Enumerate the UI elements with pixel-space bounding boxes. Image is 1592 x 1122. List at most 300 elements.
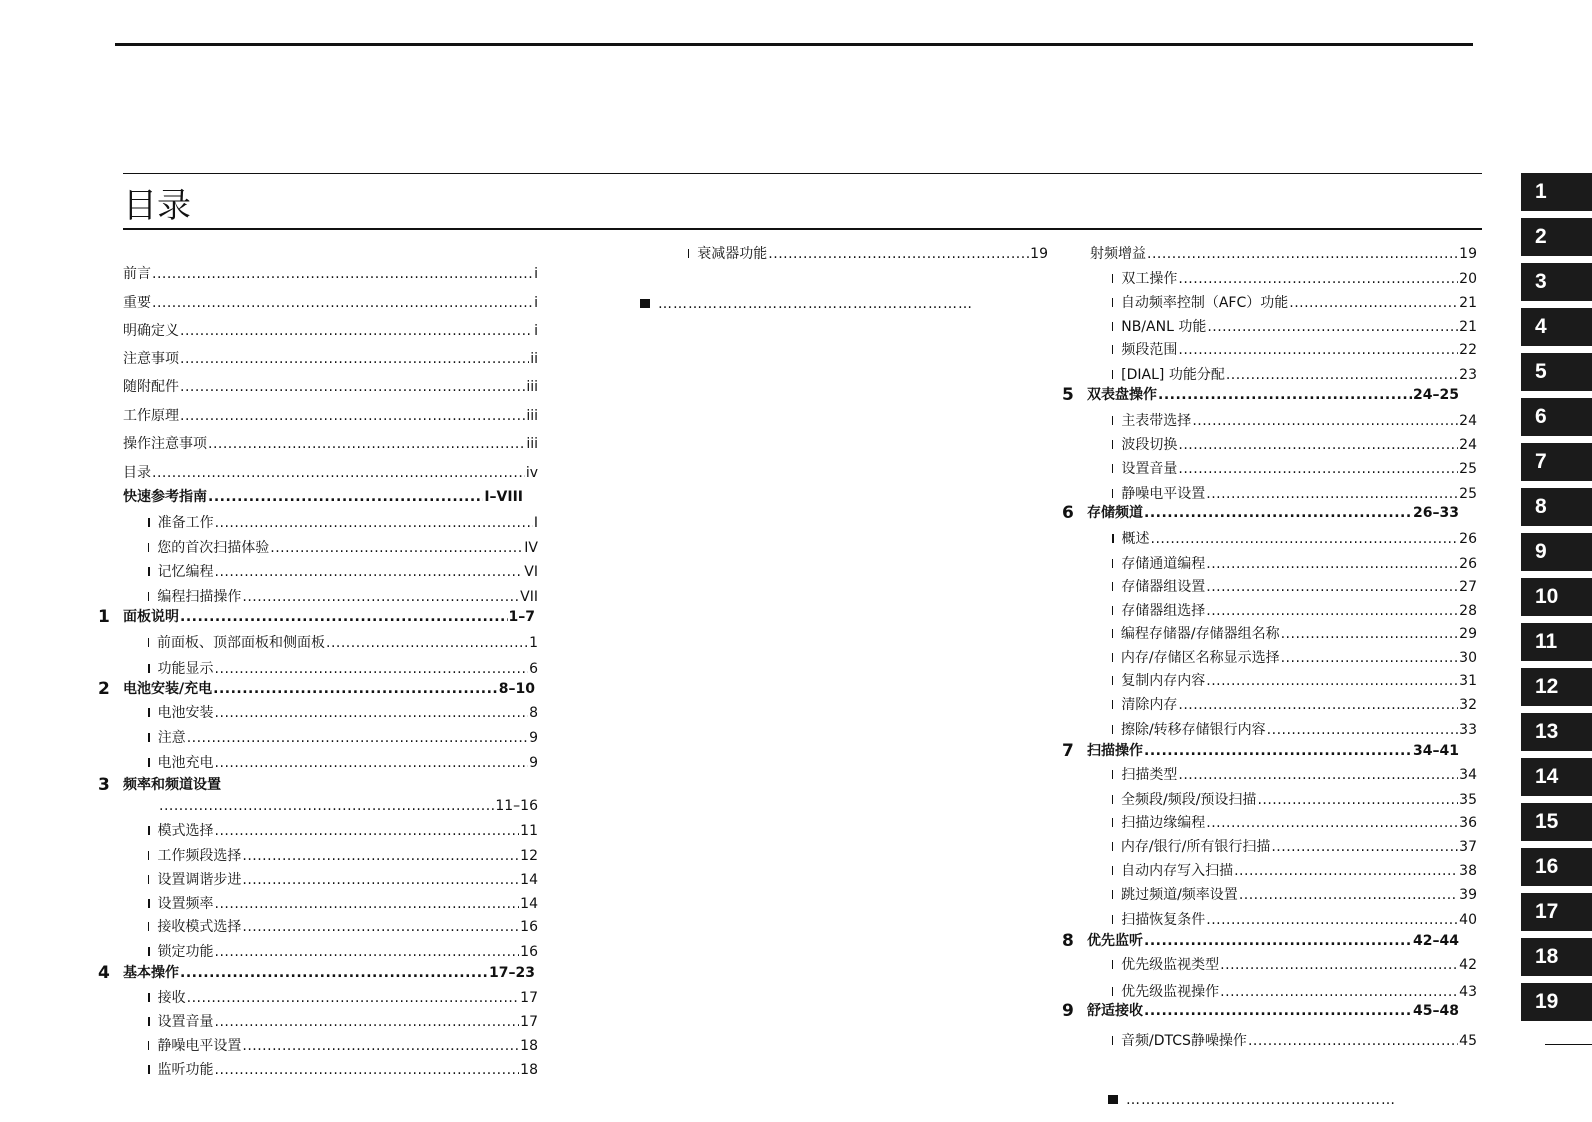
dot-leader: [242, 1035, 519, 1057]
dot-leader: [270, 537, 523, 559]
toc-entry-line: [1112, 694, 1477, 716]
dot-leader: [1267, 719, 1459, 741]
toc-entry[interactable]: [1112, 670, 1477, 692]
toc-section[interactable]: [1062, 1000, 1459, 1022]
bullet-square-icon: [148, 947, 150, 956]
bullet-square-icon: [1112, 842, 1113, 851]
toc-entry-label: 电池安装/充电: [123, 681, 213, 697]
bullet-square-icon: [1112, 915, 1113, 924]
toc-entry[interactable]: [1112, 600, 1477, 622]
toc-entry[interactable]: [123, 376, 538, 398]
toc-entry-line: [123, 433, 538, 455]
bullet-square-icon: [148, 851, 149, 860]
toc-page-number: 42: [1459, 957, 1477, 973]
dot-leader: [215, 941, 520, 963]
toc-section[interactable]: [98, 606, 535, 628]
top-rule: [115, 43, 1473, 46]
bullet-square-icon: [1112, 818, 1113, 827]
bullet-square-icon: [148, 518, 150, 527]
toc-page-number: 17: [520, 990, 538, 1006]
toc-entry-line: [148, 1059, 538, 1081]
toc-page-number: 31: [1459, 673, 1477, 689]
toc-entry[interactable]: [148, 658, 538, 680]
dot-leader: [180, 376, 525, 398]
toc-entry-label: 设置调谐步进: [157, 872, 242, 888]
toc-entry-line: [158, 795, 538, 817]
toc-entry-label: 清除内存: [1121, 697, 1178, 713]
bullet-square-icon: [1112, 559, 1113, 568]
toc-entry[interactable]: [1112, 812, 1477, 834]
toc-page-number: 11: [520, 823, 538, 839]
chapter-tab-1[interactable]: 1: [1521, 173, 1592, 211]
toc-page-number: 19: [1459, 246, 1477, 262]
toc-page-number: 17–23: [489, 965, 535, 981]
bullet-square-icon: [1112, 298, 1113, 307]
toc-entry-line: [1112, 600, 1477, 622]
toc-entry-line: [1112, 292, 1477, 314]
toc-page-number: 8: [529, 705, 538, 721]
toc-entry[interactable]: [1112, 789, 1477, 811]
toc-page-number: I: [533, 515, 538, 531]
dot-leader: [242, 869, 519, 891]
toc-entry[interactable]: [1112, 434, 1477, 456]
toc-entry[interactable]: [1112, 623, 1477, 645]
bullet-square-icon: [1112, 322, 1113, 331]
toc-entry-line: [1087, 502, 1459, 524]
bullet-square-icon: [1112, 700, 1113, 709]
toc-section[interactable]: [98, 962, 535, 984]
dot-leader: [1281, 623, 1459, 645]
bullet-square-icon: [1112, 370, 1113, 379]
bullet-square-icon: [1112, 770, 1113, 779]
toc-page-number: iv: [525, 465, 538, 481]
toc-entry[interactable]: [123, 405, 538, 427]
bullet-square-icon: [1112, 440, 1113, 449]
toc-entry[interactable]: [148, 537, 538, 559]
toc-page-number: VI: [524, 564, 538, 580]
toc-entry-label: 注意事项: [123, 351, 179, 367]
dot-leader: [152, 292, 533, 314]
dot-leader: [215, 893, 520, 915]
dot-leader: [1144, 930, 1412, 952]
toc-section[interactable]: [1062, 740, 1459, 762]
bullet-square-icon: [148, 1041, 149, 1050]
toc-entry-line: [148, 845, 538, 867]
dot-leader: [1207, 316, 1458, 338]
bullet-square-icon: [148, 664, 150, 673]
toc-entry-label: 目录: [123, 465, 151, 481]
toc-entry-label: 自动频率控制（AFC）功能: [1120, 295, 1289, 311]
toc-entry[interactable]: [123, 433, 538, 455]
toc-entry-line: [1112, 364, 1477, 386]
toc-entry[interactable]: [1112, 268, 1477, 290]
toc-entry[interactable]: [148, 820, 538, 842]
toc-page-number: 35: [1459, 792, 1477, 808]
toc-entry[interactable]: [148, 916, 538, 938]
toc-entry-line: [688, 243, 1048, 265]
dot-leader: [213, 678, 498, 700]
toc-entry-label: NB/ANL 功能: [1121, 319, 1207, 335]
toc-entry-label: 内存/存储区名称显示选择: [1120, 650, 1280, 666]
dot-leader: [1206, 909, 1458, 931]
dot-leader: [1178, 434, 1458, 456]
toc-entry-line: [123, 774, 535, 796]
toc-page-number: 14: [520, 896, 538, 912]
toc-entry-line: [148, 727, 538, 749]
bullet-square-icon: [148, 758, 150, 767]
toc-page-number: VII: [520, 589, 538, 605]
bullet-square-icon: [1112, 960, 1113, 969]
toc-entry-label: 基本操作: [123, 965, 179, 981]
toc-entry[interactable]: [1112, 410, 1477, 432]
toc-entry-label: 跳过频道/频率设置: [1121, 887, 1238, 903]
chapter-tab-13[interactable]: 13: [1521, 713, 1592, 751]
bullet-square-icon: [1112, 534, 1114, 543]
bullet-square-icon: [148, 993, 150, 1002]
toc-entry-line: [1112, 1030, 1477, 1052]
toc-page-number: 1–7: [508, 609, 535, 625]
dot-leader: [208, 486, 483, 508]
toc-entry-label: 主表带选择: [1121, 413, 1192, 429]
toc-entry-label: 监听功能: [157, 1062, 214, 1078]
toc-entry-label: 编程扫描操作: [157, 589, 242, 605]
dot-leader: [215, 702, 529, 724]
bullet-square-icon: [640, 299, 650, 308]
bullet-square-icon: [148, 638, 149, 647]
toc-entry[interactable]: [148, 987, 538, 1009]
dot-leader: [1144, 740, 1412, 762]
chapter-tab-14[interactable]: 14: [1521, 758, 1592, 796]
bullet-square-icon: [1112, 866, 1113, 875]
toc-entry[interactable]: [1112, 553, 1477, 575]
bullet-square-icon: [148, 592, 149, 601]
toc-entry-label: 操作注意事项: [123, 436, 207, 452]
toc-entry-line: [123, 606, 535, 628]
dot-leader: [242, 845, 519, 867]
toc-entry[interactable]: [158, 795, 538, 817]
dot-leader: [1220, 954, 1458, 976]
toc-page-number: 20: [1459, 271, 1477, 287]
toc-entry-label: 静噪电平设置: [157, 1038, 242, 1054]
toc-entry-label: 功能显示: [157, 661, 214, 677]
toc-entry[interactable]: [148, 845, 538, 867]
toc-entry-label: 衰减器功能: [697, 246, 768, 262]
toc-entry[interactable]: [1112, 576, 1477, 598]
chapter-number: 1: [98, 607, 110, 627]
toc-page-number: iii: [526, 408, 538, 424]
chapter-tab-5[interactable]: 5: [1521, 353, 1592, 391]
toc-entry-label: 射频增益: [1090, 246, 1146, 262]
bullet-square-icon: [1112, 653, 1113, 662]
dot-leader: [187, 987, 520, 1009]
toc-entry-line: [148, 869, 538, 891]
toc-entry-line: [1112, 789, 1477, 811]
page-title: 目录: [123, 186, 191, 226]
toc-entry[interactable]: [1112, 909, 1477, 931]
toc-entry-line: [1112, 909, 1477, 931]
toc-entry[interactable]: [148, 586, 538, 608]
bullet-square-icon: [688, 249, 689, 258]
toc-page-number: 6: [529, 661, 538, 677]
chapter-tab-16[interactable]: 16: [1521, 848, 1592, 886]
chapter-tab-12[interactable]: 12: [1521, 668, 1592, 706]
toc-entry-line: [1087, 384, 1459, 406]
toc-page-number: 8–10: [498, 681, 535, 697]
bullet-square-icon: [148, 708, 150, 717]
toc-entry[interactable]: [1112, 694, 1477, 716]
toc-page-number: 28: [1459, 603, 1477, 619]
dot-leader: [1144, 1000, 1412, 1022]
toc-page-number: 29: [1459, 626, 1477, 642]
dot-leader: [1226, 364, 1458, 386]
toc-entry-line: [148, 561, 538, 583]
toc-entry-line: [1112, 553, 1477, 575]
bullet-square-icon: [148, 922, 149, 931]
toc-page-number: 21: [1459, 319, 1477, 335]
toc-page-number: 1: [529, 635, 538, 651]
toc-entry[interactable]: [1112, 292, 1477, 314]
dot-leader: [215, 561, 524, 583]
toc-entry[interactable]: [1112, 836, 1477, 858]
bullet-square-icon: [1112, 725, 1113, 734]
chapter-tab-7[interactable]: 7: [1521, 443, 1592, 481]
dot-leader: [1271, 836, 1458, 858]
chapter-tab-6[interactable]: 6: [1521, 398, 1592, 436]
dot-leader: [242, 916, 519, 938]
toc-entry[interactable]: [148, 632, 538, 654]
toc-page-number: 22: [1459, 342, 1477, 358]
toc-entry-line: [148, 752, 538, 774]
toc-entry-label: 存储频道: [1087, 505, 1143, 521]
bullet-square-icon: [1112, 464, 1113, 473]
toc-page-number: 26: [1459, 556, 1477, 572]
toc-entry-line: [1112, 528, 1477, 550]
toc-entry-line: [1112, 458, 1477, 480]
toc-entry-line: [123, 462, 538, 484]
toc-entry-label: 优先监听: [1087, 933, 1143, 949]
toc-entry-line: [148, 586, 538, 608]
toc-entry-label: 存储器组选择: [1121, 603, 1206, 619]
toc-entry[interactable]: [1112, 1030, 1477, 1052]
toc-entry-label: 设置音量: [157, 1014, 214, 1030]
dot-leader: [1144, 502, 1412, 524]
toc-entry[interactable]: [123, 292, 538, 314]
dot-leader: [1178, 764, 1458, 786]
toc-entry-label: 静噪电平设置: [1121, 486, 1206, 502]
toc-entry-line: [1112, 670, 1477, 692]
toc-entry-label: 工作频段选择: [157, 848, 242, 864]
chapter-number: 2: [98, 679, 110, 699]
dot-leader: [1281, 647, 1459, 669]
toc-entry-label: 舒适接收: [1087, 1003, 1143, 1019]
bullet-square-icon: [1112, 890, 1113, 899]
bullet-square-icon: [148, 826, 150, 835]
dot-leader: [159, 795, 494, 817]
bullet-square-icon: [148, 733, 150, 742]
chapter-tab-15[interactable]: 15: [1521, 803, 1592, 841]
toc-entry[interactable]: [148, 893, 538, 915]
toc-page-number: 42–44: [1413, 933, 1459, 949]
toc-section[interactable]: [1062, 384, 1459, 406]
dot-leader: [215, 512, 533, 534]
dot-leader: [180, 962, 488, 984]
toc-entry-label: 明确定义: [123, 323, 179, 339]
toc-entry-label: 准备工作: [157, 515, 214, 531]
toc-entry-line: [148, 537, 538, 559]
toc-entry-line: [1112, 339, 1477, 361]
dot-leader: [1206, 600, 1458, 622]
toc-entry-label: 音频/DTCS静噪操作: [1121, 1033, 1247, 1049]
dot-leader: [1178, 339, 1458, 361]
chapter-tab-10[interactable]: 10: [1521, 578, 1592, 616]
toc-entry[interactable]: [123, 348, 538, 370]
chapter-number: 9: [1062, 1001, 1074, 1021]
dot-leader: [1178, 458, 1458, 480]
chapter-number: 3: [98, 775, 110, 795]
toc-entry[interactable]: [123, 320, 538, 342]
toc-entry-label: 优先级监视操作: [1121, 984, 1220, 1000]
toc-entry-label: 重要: [123, 295, 151, 311]
toc-section[interactable]: [123, 486, 523, 508]
toc-entry[interactable]: [1112, 458, 1477, 480]
chapter-tab-11[interactable]: 11: [1521, 623, 1592, 661]
toc-page-number: 21: [1459, 295, 1477, 311]
toc-entry[interactable]: [148, 702, 538, 724]
toc-entry-line: [1112, 884, 1477, 906]
toc-entry[interactable]: [148, 941, 538, 963]
toc-entry-label: 全频段/频段/预设扫描: [1121, 792, 1257, 808]
chapter-tab-19[interactable]: 19: [1521, 983, 1592, 1021]
toc-entry-line: [123, 486, 523, 508]
toc-entry-label: 复制内存内容: [1121, 673, 1206, 689]
toc-entry[interactable]: [1112, 364, 1477, 386]
bullet-square-icon: [1112, 345, 1113, 354]
toc-entry-label: 前言: [123, 266, 151, 282]
toc-entry[interactable]: [1112, 764, 1477, 786]
toc-entry-label: 存储器组设置: [1121, 579, 1206, 595]
toc-entry[interactable]: [148, 727, 538, 749]
dot-leader: [1147, 243, 1458, 265]
toc-entry-label: 双表盘操作: [1087, 387, 1157, 403]
toc-entry[interactable]: [123, 263, 538, 285]
toc-page-number: 26: [1459, 531, 1477, 547]
toc-entry[interactable]: [148, 1059, 538, 1081]
toc-page-number: 34: [1459, 767, 1477, 783]
toc-entry[interactable]: [148, 869, 538, 891]
toc-entry[interactable]: [148, 752, 538, 774]
chapter-tab-9[interactable]: 9: [1521, 533, 1592, 571]
toc-entry-label: 擦除/转移存储银行内容: [1120, 722, 1266, 738]
toc-entry-label: 内存/银行/所有银行扫描: [1120, 839, 1271, 855]
bullet-square-icon: [148, 543, 149, 552]
title-rule: [123, 228, 1482, 230]
toc-entry-label: 设置音量: [1121, 461, 1178, 477]
toc-section[interactable]: [98, 774, 535, 796]
toc-page-number: 26–33: [1413, 505, 1459, 521]
toc-entry-line: [1087, 1000, 1459, 1022]
toc-entry[interactable]: [1112, 316, 1477, 338]
toc-entry[interactable]: [1112, 954, 1477, 976]
toc-entry-line: [148, 916, 538, 938]
chapter-tab-17[interactable]: 17: [1521, 893, 1592, 931]
chapter-number: 4: [98, 963, 110, 983]
bullet-square-icon: [1108, 1095, 1118, 1104]
toc-page-number: 9: [529, 755, 538, 771]
chapter-tab-8[interactable]: 8: [1521, 488, 1592, 526]
toc-entry-line: [123, 320, 538, 342]
toc-entry-label: 接收模式选择: [157, 919, 242, 935]
toc-entry[interactable]: [1112, 339, 1477, 361]
toc-entry[interactable]: [148, 1011, 538, 1033]
toc-entry-label: 设置频率: [157, 896, 214, 912]
toc-entry[interactable]: [148, 1035, 538, 1057]
toc-entry[interactable]: [1112, 860, 1477, 882]
dot-leader: [1178, 694, 1458, 716]
toc-page-number: 19: [1030, 246, 1048, 262]
toc-entry-line: [1112, 434, 1477, 456]
toc-entry-line: [1087, 740, 1459, 762]
toc-entry-label: [DIAL] 功能分配: [1121, 367, 1225, 383]
toc-section[interactable]: [98, 678, 535, 700]
toc-entry-line: [123, 405, 538, 427]
stray-dot-leader: ………………………………………………: [1108, 1092, 1396, 1108]
toc-page-number: iii: [526, 436, 538, 452]
toc-entry[interactable]: [688, 243, 1048, 265]
chapter-tab-4[interactable]: 4: [1521, 308, 1592, 346]
bullet-square-icon: [1112, 274, 1113, 283]
chapter-number: 7: [1062, 741, 1074, 761]
toc-section[interactable]: [1062, 930, 1459, 952]
chapter-tab-2[interactable]: 2: [1521, 218, 1592, 256]
toc-page-number: 14: [520, 872, 538, 888]
toc-page-number: 17: [520, 1014, 538, 1030]
dot-leader: [215, 752, 529, 774]
toc-entry[interactable]: [148, 512, 538, 534]
toc-section[interactable]: [1062, 502, 1459, 524]
toc-page-number: 45–48: [1413, 1003, 1459, 1019]
toc-entry-line: [1112, 647, 1477, 669]
toc-entry[interactable]: [123, 462, 538, 484]
toc-entry-line: [148, 941, 538, 963]
toc-page-number: 25: [1459, 486, 1477, 502]
toc-entry[interactable]: [1112, 528, 1477, 550]
toc-page-number: 24: [1459, 413, 1477, 429]
toc-entry-label: 扫描恢复条件: [1121, 912, 1206, 928]
toc-entry[interactable]: [148, 561, 538, 583]
toc-entry[interactable]: [1090, 243, 1477, 265]
toc-page-number: 24: [1459, 437, 1477, 453]
toc-entry-label: 波段切换: [1121, 437, 1178, 453]
dot-leader: [187, 727, 528, 749]
toc-entry[interactable]: [1112, 719, 1477, 741]
chapter-tab-18[interactable]: 18: [1521, 938, 1592, 976]
toc-entry[interactable]: [1112, 647, 1477, 669]
toc-page-number: 43: [1459, 984, 1477, 1000]
toc-entry-line: [148, 893, 538, 915]
toc-entry-label: 频率和频道设置: [123, 777, 221, 793]
toc-entry-label: 前面板、顶部面板和侧面板: [157, 635, 325, 651]
toc-entry-label: 锁定功能: [157, 944, 214, 960]
dot-leader: [768, 243, 1029, 265]
dot-leader: [1206, 670, 1458, 692]
toc-entry[interactable]: [1112, 884, 1477, 906]
chapter-number: 8: [1062, 931, 1074, 951]
chapter-tab-3[interactable]: 3: [1521, 263, 1592, 301]
toc-page-number: 27: [1459, 579, 1477, 595]
bullet-square-icon: [148, 1065, 150, 1074]
toc-entry-label: 自动内存写入扫描: [1121, 863, 1234, 879]
toc-entry-label: 您的首次扫描体验: [157, 540, 270, 556]
